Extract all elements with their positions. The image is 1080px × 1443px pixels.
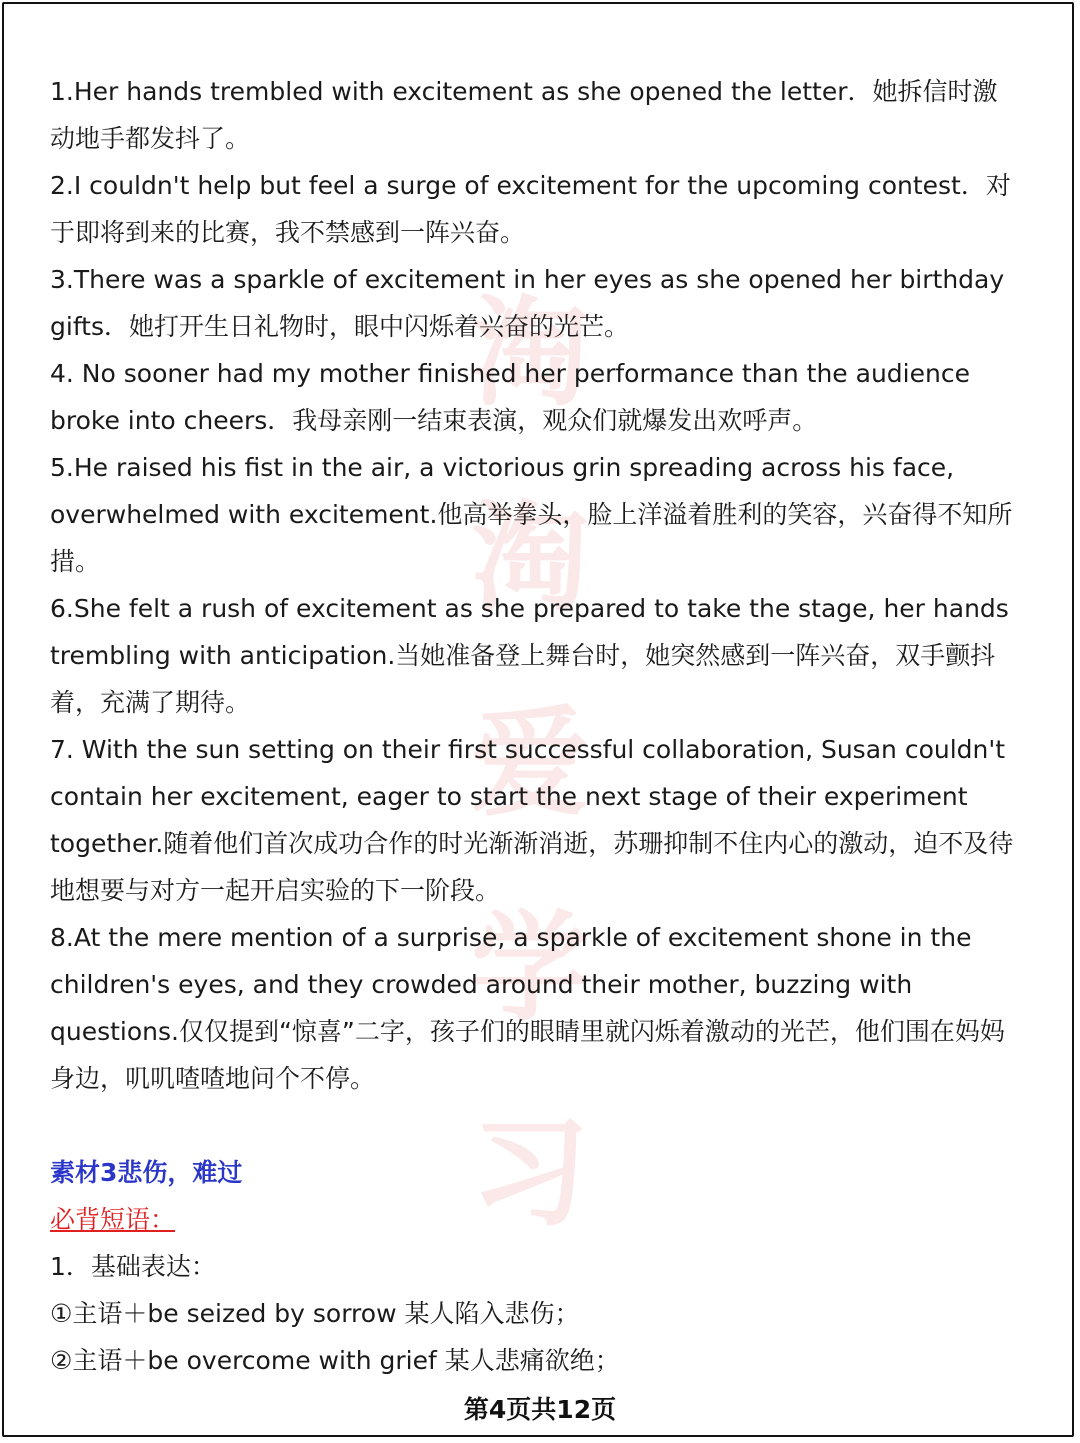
expression-item-2: ②主语＋be overcome with grief 某人悲痛欲绝； bbox=[50, 1346, 620, 1375]
expression-item-1: ①主语＋be seized by sorrow 某人陷入悲伤； bbox=[50, 1299, 580, 1328]
example-sentence-3: 3.There was a sparkle of excitement in her eyes as she opened her birthday gifts．她打开生日礼物时，眼中闪烁着兴奋的光芒。 bbox=[50, 265, 1005, 341]
page-number: 第4页共12页 bbox=[463, 1395, 617, 1424]
example-sentence-4: 4. No sooner had my mother finished her performance than the audience broke into cheers．我母亲刚一结束表演，观众们就爆发出欢呼声。 bbox=[50, 359, 970, 435]
example-sentence-2: 2.I couldn't help but feel a surge of excitement for the upcoming contest．对于即将到来的比赛，我不禁感到一阵兴奋。 bbox=[50, 171, 1011, 247]
example-sentence-1: 1.Her hands trembled with excitement as she opened the letter．她拆信时激动地手都发抖了。 bbox=[50, 77, 998, 153]
example-sentence-6: 6.She felt a rush of excitement as she prepared to take the stage, her hands trembling with anticipation.当她准备登上舞台时，她突然感到一阵兴奋，双手颤抖着，充满了期待。 bbox=[50, 594, 1009, 717]
example-sentence-8: 8.At the mere mention of a surprise, a sparkle of excitement shone in the children's eyes, and they crowded around their mother, buzzing with questions.仅仅提到“惊喜”二字，孩子们的眼睛里就闪烁着激动的光芒，他们围在妈妈身边，叽叽喳喳地问个不停。 bbox=[50, 923, 1005, 1093]
blank-line bbox=[50, 1102, 1020, 1149]
document-body bbox=[50, 68, 1020, 1384]
example-sentence-5: 5.He raised his fist in the air, a victorious grin spreading across his face, overwhelmed with excitement.他高举拳头，脸上洋溢着胜利的笑容，兴奋得不知所措。 bbox=[50, 453, 1013, 576]
example-sentence-7: 7. With the sun setting on their first successful collaboration, Susan couldn't contain her excitement, eager to start the next stage of their experiment together.随着他们首次成功合作的时光渐渐消逝，苏珊抑制不住内心的激动，迫不及待地想要与对方一起开启实验的下一阶段。 bbox=[50, 735, 1014, 905]
watermark-char: 习 bbox=[470, 1103, 589, 1242]
section-title: 素材3悲伤，难过 bbox=[50, 1158, 243, 1187]
watermark-char: 爱 bbox=[470, 693, 589, 832]
watermark-char: 学 bbox=[470, 898, 589, 1037]
watermark-char: 淘 bbox=[470, 488, 589, 627]
watermark-char: 淘 bbox=[470, 283, 589, 422]
must-recite-heading: 必背短语： bbox=[50, 1205, 176, 1234]
basic-expression-heading: 1．基础表达： bbox=[50, 1252, 216, 1281]
